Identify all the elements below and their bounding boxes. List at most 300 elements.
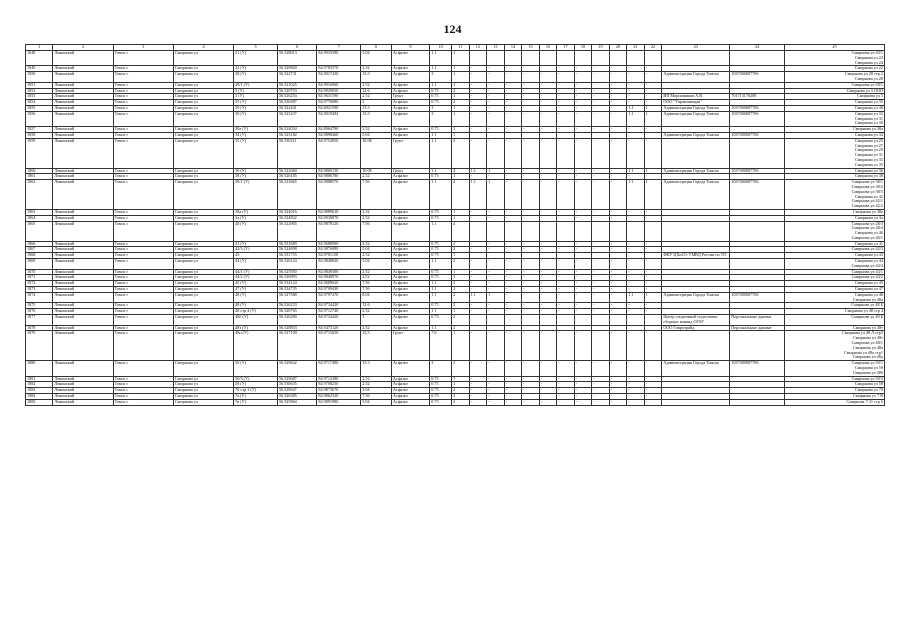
table-cell: Томск г xyxy=(113,168,173,174)
table-cell: - xyxy=(504,309,522,315)
table-cell: - xyxy=(644,388,662,394)
table-cell: - xyxy=(592,287,610,293)
table-cell: 48б (У) xyxy=(234,315,278,326)
table-cell: - xyxy=(539,376,557,382)
table-cell: 56.534124 xyxy=(277,281,316,287)
table-cell: - xyxy=(609,303,627,309)
table-cell: - xyxy=(522,376,540,382)
table-cell: 84.9708230 xyxy=(317,382,361,388)
table-cell: - xyxy=(557,127,575,133)
table-cell: 1874 xyxy=(26,292,53,303)
table-cell xyxy=(662,259,730,270)
table-cell: 2.52 xyxy=(361,275,392,281)
table-cell: 84.9709430 xyxy=(317,287,361,293)
table-cell: 1 xyxy=(644,168,662,174)
table-cell: - xyxy=(539,168,557,174)
table-cell: Смирнова ул 25 Смирнова ул 27 Смирнова ул 29 Смирнова ул 31 Смирнова ул 33 Смирнова ул 35 xyxy=(785,138,885,168)
table-cell: Томск г xyxy=(113,399,173,405)
table-cell: Асфальт xyxy=(391,388,429,394)
table-cell: 0.75 xyxy=(430,94,452,100)
table-cell: 1 xyxy=(487,292,505,303)
column-header: 23 xyxy=(662,45,730,51)
table-cell: 50 (У) xyxy=(234,361,278,376)
table-cell: - xyxy=(644,209,662,215)
table-cell: - xyxy=(644,66,662,72)
table-cell: 0.75 xyxy=(430,394,452,400)
table-cell: - xyxy=(627,209,645,215)
table-cell: Смирнова ул xyxy=(173,394,233,400)
table-cell: 2 xyxy=(452,88,470,94)
table-cell: - xyxy=(522,111,540,126)
table-cell: ООО "Управляющая" xyxy=(662,100,730,106)
column-header: 2 xyxy=(53,45,113,51)
table-cell: Томск г xyxy=(113,132,173,138)
table-cell xyxy=(609,51,627,66)
table-cell: - xyxy=(487,174,505,180)
table-cell: Асфальт xyxy=(391,215,429,221)
column-header: 3 xyxy=(113,45,173,51)
table-cell: Асфальт xyxy=(391,72,429,83)
table-cell: 1 xyxy=(452,94,470,100)
table-cell: 48 (У) xyxy=(234,303,278,309)
table-cell: - xyxy=(609,399,627,405)
table-cell: - xyxy=(487,309,505,315)
table-cell: - xyxy=(504,275,522,281)
table-cell: 56.526993 xyxy=(277,275,316,281)
table-cell: 1878 xyxy=(26,325,53,331)
table-cell: - xyxy=(522,394,540,400)
table-cell xyxy=(730,259,785,270)
table-cell: 56.525930 xyxy=(277,269,316,275)
column-header: 4 xyxy=(173,45,233,51)
table-cell: - xyxy=(522,281,540,287)
table-cell: 35 (У) xyxy=(234,100,278,106)
table-cell: - xyxy=(522,331,540,361)
table-cell: - xyxy=(504,281,522,287)
table-cell: - xyxy=(504,241,522,247)
table-cell: - xyxy=(627,174,645,180)
table-cell: 1881 xyxy=(26,376,53,382)
table-row xyxy=(26,111,885,126)
table-cell: 1.1 xyxy=(430,180,452,210)
table-cell: 0.75 xyxy=(430,88,452,94)
table-cell: - xyxy=(539,292,557,303)
table-cell: 0.75 xyxy=(430,303,452,309)
table-cell: - xyxy=(504,376,522,382)
table-cell: - xyxy=(539,382,557,388)
table-cell: - xyxy=(574,247,592,253)
table-cell: - xyxy=(644,361,662,376)
table-cell: - xyxy=(574,209,592,215)
table-cell: 1850 xyxy=(26,72,53,83)
table-cell: - xyxy=(469,247,487,253)
table-cell xyxy=(539,315,557,326)
table-cell: - xyxy=(469,66,487,72)
table-cell: - xyxy=(487,394,505,400)
table-cell: - xyxy=(539,66,557,72)
table-cell: Администрация Города Томска xyxy=(662,180,730,210)
table-cell: Ленинский xyxy=(53,292,113,303)
table-cell: - xyxy=(469,275,487,281)
table-cell: Асфальт xyxy=(391,382,429,388)
column-header: 1 xyxy=(26,45,53,51)
table-cell: Ленинский xyxy=(53,382,113,388)
table-cell: - xyxy=(609,382,627,388)
table-cell: 84.9688990 xyxy=(317,241,361,247)
table-cell: Смирнова ул xyxy=(173,388,233,394)
table-cell: 1 xyxy=(644,111,662,126)
table-cell: Смирнова ул xyxy=(173,275,233,281)
table-cell: 56.526233 xyxy=(277,303,316,309)
table-cell: - xyxy=(644,303,662,309)
table-cell xyxy=(469,315,487,326)
table-cell: Томск г xyxy=(113,259,173,270)
table-cell: 1862 xyxy=(26,180,53,210)
table-cell xyxy=(557,315,575,326)
table-cell: - xyxy=(627,66,645,72)
table-cell: 1.1 xyxy=(627,111,645,126)
table-cell: 84.9631590 xyxy=(317,94,361,100)
table-cell: - xyxy=(522,399,540,405)
table-cell: 13.5 xyxy=(361,331,392,361)
table-cell: - xyxy=(469,259,487,270)
table-cell: 1.1 xyxy=(627,180,645,210)
table-cell: 4 xyxy=(452,221,470,241)
table-cell: - xyxy=(627,394,645,400)
table-cell: 56.527100 xyxy=(277,331,316,361)
table-cell: 2 xyxy=(452,259,470,270)
table-cell: 84.9783570 xyxy=(317,66,361,72)
table-cell xyxy=(662,331,730,361)
table-cell: 1.1 xyxy=(430,292,452,303)
table-cell: 3 xyxy=(361,315,392,326)
table-cell: 1037000087706 xyxy=(730,72,785,83)
table-cell: - xyxy=(609,88,627,94)
table-cell: - xyxy=(644,281,662,287)
table-cell: 36 (У) xyxy=(234,168,278,174)
table-cell: 70 стр 1 (У) xyxy=(234,388,278,394)
table-cell: Томск г xyxy=(113,105,173,111)
table-cell: 1858 xyxy=(26,132,53,138)
table-cell: - xyxy=(469,331,487,361)
table-cell: - xyxy=(557,82,575,88)
table-cell: - xyxy=(609,331,627,361)
table-cell: 5.04 xyxy=(361,247,392,253)
table-cell: - xyxy=(574,241,592,247)
table-cell: 0.75 xyxy=(430,215,452,221)
table-cell: Администрация Города Томска xyxy=(662,168,730,174)
table-cell: 56.528833 xyxy=(277,325,316,331)
table-cell: 3 (У) xyxy=(234,94,278,100)
table-cell: - xyxy=(504,247,522,253)
table-cell: - xyxy=(557,247,575,253)
table-cell: - xyxy=(609,269,627,275)
table-cell: Ленинский xyxy=(53,221,113,241)
table-cell: - xyxy=(627,399,645,405)
column-header: 8 xyxy=(361,45,392,51)
table-cell: Смирнова ул xyxy=(173,253,233,259)
table-cell: - xyxy=(469,209,487,215)
table-cell: - xyxy=(627,331,645,361)
table-cell: ООО Гипротрайд xyxy=(662,325,730,331)
table-cell: - xyxy=(539,247,557,253)
table-cell: - xyxy=(592,292,610,303)
table-cell: 7в (У) xyxy=(234,399,278,405)
table-cell: - xyxy=(522,82,540,88)
table-cell: - xyxy=(557,168,575,174)
table-cell: - xyxy=(539,303,557,309)
table-cell: Томск г xyxy=(113,247,173,253)
table-cell: Асфальт xyxy=(391,399,429,405)
table-cell: - xyxy=(469,361,487,376)
table-cell: - xyxy=(522,382,540,388)
table-cell: 56.527588 xyxy=(277,292,316,303)
table-cell: 1 xyxy=(644,180,662,210)
table-cell: 1851 xyxy=(26,82,53,88)
column-header: 13 xyxy=(487,45,505,51)
table-cell: 1853 xyxy=(26,94,53,100)
table-cell: Томск г xyxy=(113,111,173,126)
table-cell: - xyxy=(487,127,505,133)
column-header: 19 xyxy=(592,45,610,51)
table-cell: - xyxy=(609,168,627,174)
table-cell: Томск г xyxy=(113,281,173,287)
table-cell: - xyxy=(504,259,522,270)
table-cell xyxy=(592,221,610,241)
table-cell: Ленинский xyxy=(53,259,113,270)
table-cell: - xyxy=(487,88,505,94)
table-cell: - xyxy=(592,361,610,376)
table-cell: 2 xyxy=(452,247,470,253)
table-cell: Асфальт xyxy=(391,105,429,111)
table-cell: Смирнова ул xyxy=(173,309,233,315)
table-cell: - xyxy=(627,94,645,100)
table-cell: - xyxy=(609,138,627,168)
table-cell: - xyxy=(644,247,662,253)
table-cell: 2 xyxy=(452,292,470,303)
table-cell: Ленинский xyxy=(53,275,113,281)
table-cell: Смирнова ул 3а xyxy=(785,215,885,221)
table-cell: 2.52 xyxy=(361,215,392,221)
table-cell: - xyxy=(539,241,557,247)
table-cell: - xyxy=(487,105,505,111)
table-cell: - xyxy=(627,82,645,88)
table-row xyxy=(26,399,885,405)
table-cell: 1.1 xyxy=(627,105,645,111)
table-cell: 84.9701150 xyxy=(317,253,361,259)
table-cell: Ленинский xyxy=(53,132,113,138)
table-cell: Асфальт xyxy=(391,51,429,66)
table-cell: 34 (У) xyxy=(234,132,278,138)
table-cell xyxy=(662,221,730,241)
table-cell: 56.522441 xyxy=(277,105,316,111)
column-header: 11 xyxy=(452,45,470,51)
table-cell: Смирнова ул xyxy=(173,281,233,287)
table-cell: - xyxy=(627,382,645,388)
table-cell: Асфальт xyxy=(391,111,429,126)
table-cell: - xyxy=(592,241,610,247)
table-cell: 2 xyxy=(452,287,470,293)
table-cell: Ленинский xyxy=(53,253,113,259)
table-cell: 5.04 xyxy=(361,399,392,405)
table-cell: 1877 xyxy=(26,315,53,326)
table-cell: - xyxy=(539,275,557,281)
table-cell: 56.526124 xyxy=(277,259,316,270)
table-cell: - xyxy=(627,309,645,315)
table-cell: Асфальт xyxy=(391,394,429,400)
table-cell: 56.526290 xyxy=(277,315,316,326)
table-cell: Асфальт xyxy=(391,180,429,210)
table-cell: - xyxy=(644,309,662,315)
table-cell: 84.6921590 xyxy=(317,105,361,111)
table-cell: - xyxy=(557,138,575,168)
table-cell: - xyxy=(574,111,592,126)
table-cell: - xyxy=(504,361,522,376)
table-cell: - xyxy=(557,269,575,275)
table-cell: - xyxy=(644,331,662,361)
table-cell: 56.528765 xyxy=(277,309,316,315)
table-cell: - xyxy=(609,180,627,210)
table-cell: 84.9917430 xyxy=(317,72,361,83)
table-cell: - xyxy=(609,281,627,287)
table-cell: Ленинский xyxy=(53,331,113,361)
table-cell: - xyxy=(644,399,662,405)
table-cell: 84.9849300 xyxy=(317,269,361,275)
table-cell: - xyxy=(644,394,662,400)
table-cell: 2.52 xyxy=(361,325,392,331)
table-cell: - xyxy=(487,287,505,293)
table-cell: 1 xyxy=(452,269,470,275)
table-cell: Смирнова ул xyxy=(173,100,233,106)
table-cell: - xyxy=(557,66,575,72)
table-cell: Асфальт xyxy=(391,303,429,309)
table-cell: 56.526185 xyxy=(277,174,316,180)
column-header: 14 xyxy=(504,45,522,51)
table-cell: - xyxy=(592,72,610,83)
table-cell: 28/1 (У) xyxy=(234,82,278,88)
table-cell: Асфальт xyxy=(391,259,429,270)
table-cell: - xyxy=(574,259,592,270)
table-cell: - xyxy=(574,281,592,287)
table-cell: 1037000087706 xyxy=(730,168,785,174)
table-cell: Смирнова ул xyxy=(173,287,233,293)
table-cell: - xyxy=(574,399,592,405)
table-cell: - xyxy=(539,94,557,100)
table-cell: - xyxy=(644,259,662,270)
table-cell: - xyxy=(469,394,487,400)
table-cell: Томск г xyxy=(113,100,173,106)
table-cell: - xyxy=(487,111,505,126)
table-cell: - xyxy=(592,174,610,180)
column-header: 25 xyxy=(785,45,885,51)
table-cell: Томск г xyxy=(113,82,173,88)
table-cell: 2.52 xyxy=(361,209,392,215)
table-cell: 84.9888570 xyxy=(317,180,361,210)
table-cell: Смирнова ул 44/1 xyxy=(785,269,885,275)
table-cell: - xyxy=(487,247,505,253)
table-cell: 1 xyxy=(452,66,470,72)
table-cell: - xyxy=(522,241,540,247)
table-cell xyxy=(557,51,575,66)
table-cell: Ленинский xyxy=(53,180,113,210)
table-cell: 84.9848970 xyxy=(317,275,361,281)
table-cell: - xyxy=(469,269,487,275)
table-cell: 56.522684 xyxy=(277,168,316,174)
table-cell: - xyxy=(574,287,592,293)
table-cell: - xyxy=(592,281,610,287)
table-cell: Ленинский xyxy=(53,88,113,94)
table-cell: 1 xyxy=(452,111,470,126)
table-cell: Смирнова ул 28/3 Смирнова ул 28/4 Смирнова ул 46 Смирнова ул 40/1 xyxy=(785,221,885,241)
table-cell: 1872 xyxy=(26,281,53,287)
table-cell: Персональные данные xyxy=(730,315,785,326)
table-cell: Ленинский xyxy=(53,174,113,180)
table-cell: Смирнова ул 35 xyxy=(785,100,885,106)
table-cell xyxy=(592,315,610,326)
table-cell: Смирнова ул 48т xyxy=(785,325,885,331)
table-cell: ФКУ ЦХиСО УМВД России по ТО xyxy=(662,253,730,259)
table-cell: Асфальт xyxy=(391,325,429,331)
table-cell: - xyxy=(487,72,505,83)
table-row xyxy=(26,180,885,210)
table-cell: 0.75 xyxy=(430,247,452,253)
table-cell: 1 xyxy=(452,174,470,180)
table-cell: Асфальт xyxy=(391,309,429,315)
table-cell: - xyxy=(487,376,505,382)
table-cell: - xyxy=(574,94,592,100)
table-cell: Администрация Города Томска xyxy=(662,105,730,111)
table-cell: 1854 xyxy=(26,100,53,106)
table-cell: - xyxy=(644,174,662,180)
table-cell: 44/1 (У) xyxy=(234,269,278,275)
table-body xyxy=(26,45,885,406)
table-cell: 2.52 xyxy=(361,376,392,382)
table-cell: Асфальт xyxy=(391,361,429,376)
table-cell: - xyxy=(644,241,662,247)
table-cell: - xyxy=(592,105,610,111)
table-cell: - xyxy=(557,331,575,361)
table-cell: - xyxy=(522,215,540,221)
table-cell: 48 стр 4 (У) xyxy=(234,309,278,315)
table-cell: 1 xyxy=(452,51,470,66)
table-cell: - xyxy=(609,241,627,247)
table-cell: 84.9869130 xyxy=(317,168,361,174)
table-cell: 84.9862320 xyxy=(317,394,361,400)
table-cell: Томск г xyxy=(113,72,173,83)
table-cell: Томск г xyxy=(113,269,173,275)
table-cell: - xyxy=(539,394,557,400)
table-cell: - xyxy=(627,275,645,281)
table-cell: Смирнова ул xyxy=(173,180,233,210)
table-cell: - xyxy=(469,215,487,221)
table-cell: 84.8964790 xyxy=(317,127,361,133)
table-cell: Ленинский xyxy=(53,376,113,382)
table-cell xyxy=(522,221,540,241)
table-cell: 84.9689620 xyxy=(317,281,361,287)
table-cell: 1.1 xyxy=(469,180,487,210)
table-cell: Смирнова 7-11 стр 6 xyxy=(785,399,885,405)
table-cell: - xyxy=(539,287,557,293)
table-cell: Асфальт xyxy=(391,269,429,275)
table-cell: - xyxy=(592,275,610,281)
table-cell: - xyxy=(557,281,575,287)
column-header: 9 xyxy=(391,45,429,51)
table-cell: - xyxy=(644,275,662,281)
table-cell: 39 (У) xyxy=(234,105,278,111)
table-cell: 5.04 xyxy=(361,259,392,270)
table-cell: - xyxy=(487,399,505,405)
table-cell: Смирнова ул 45 xyxy=(785,281,885,287)
